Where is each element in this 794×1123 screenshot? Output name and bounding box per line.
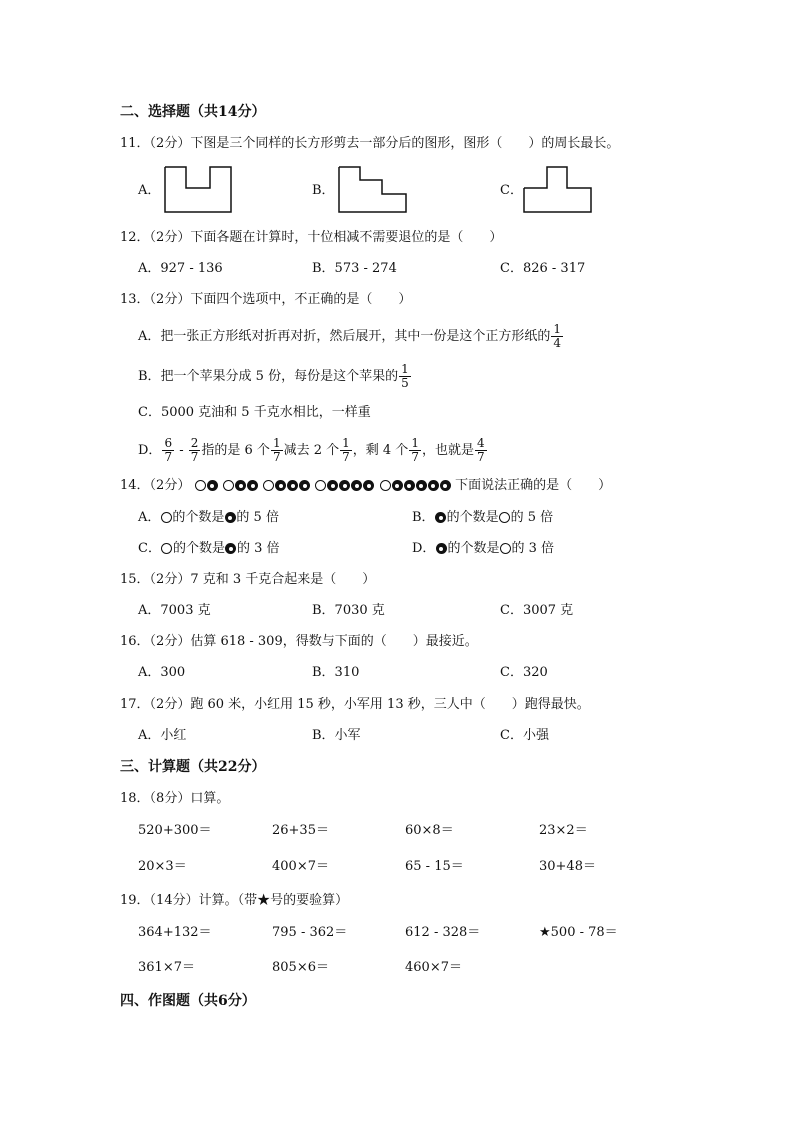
- q13-option-b: [138, 360, 412, 394]
- oral-calc-item: 26+35＝: [272, 823, 329, 838]
- fraction: [475, 437, 487, 464]
- filled-circle-icon: [440, 480, 451, 491]
- question-11-stem: 11．（2分）下图是三个同样的长方形剪去一部分后的图形，图形（ ）的周长最长。: [120, 136, 620, 151]
- hollow-circle-icon: [223, 480, 234, 491]
- minus-sign: -: [175, 443, 188, 458]
- q16-option-b: B．310: [312, 665, 360, 680]
- q17-option-c: C．小强: [500, 728, 549, 743]
- question-17-stem: 17．（2分）跑 60 米，小红用 15 秒，小军用 13 秒，三人中（ ）跑得最快。: [120, 697, 590, 712]
- option-label: D．: [412, 541, 436, 556]
- q13-option-b-text: B．把一个苹果分成 5 份，每份是这个苹果的: [138, 369, 399, 384]
- option-label: C．: [138, 541, 161, 556]
- oral-calc-item: 30+48＝: [539, 859, 596, 874]
- question-12-stem: 12．（2分）下面各题在计算时，十位相减不需要退位的是（ ）: [120, 230, 503, 245]
- oral-calc-item: 65 - 15＝: [405, 859, 464, 874]
- calc-item: 795 - 362＝: [272, 925, 348, 940]
- fraction-denominator: 7: [342, 450, 350, 464]
- filled-circle-icon: [207, 480, 218, 491]
- q15-option-a: A．7003 克: [138, 603, 211, 618]
- oral-calc-item: 60×8＝: [405, 823, 454, 838]
- fraction: [340, 437, 352, 464]
- q16-option-c: C．320: [500, 665, 548, 680]
- option-text: 的个数是: [447, 541, 500, 556]
- hollow-circle-icon: [263, 480, 274, 491]
- question-18-stem: 18．（8分）口算。: [120, 791, 230, 806]
- hollow-circle-icon: [161, 512, 172, 523]
- option-text: 的 5 倍: [236, 510, 279, 525]
- option-text: 的个数是: [172, 541, 225, 556]
- q14-option-b: [412, 510, 553, 526]
- question-15-stem: 15．（2分）7 克和 3 千克合起来是（ ）: [120, 572, 376, 587]
- hollow-circle-icon: [380, 480, 391, 491]
- option-text: 的 3 倍: [236, 541, 280, 556]
- calc-item-verify: ★500 - 78＝: [539, 925, 618, 940]
- filled-circle-icon: [363, 480, 374, 491]
- fraction-denominator: 4: [553, 336, 562, 350]
- q13-d-text: ，剩 4 个: [352, 443, 409, 458]
- q15-option-c: C．3007 克: [500, 603, 574, 618]
- filled-circle-icon: [392, 480, 403, 491]
- oral-calc-item: 23×2＝: [539, 823, 588, 838]
- oral-calc-item: 400×7＝: [272, 859, 329, 874]
- question-16-stem: 16．（2分）估算 618 - 309，得数与下面的（ ）最接近。: [120, 634, 478, 649]
- fraction-denominator: 7: [164, 450, 173, 464]
- q13-option-d-label: D．: [138, 443, 162, 458]
- q12-option-b: B．573 - 274: [312, 261, 397, 276]
- circle-pattern-row: [190, 478, 455, 493]
- hollow-circle-icon: [161, 543, 172, 554]
- fraction-numerator: 1: [342, 436, 350, 450]
- calc-item: 364+132＝: [138, 925, 212, 940]
- q11-shape-a-figure: [164, 166, 234, 216]
- q17-option-a: A．小红: [138, 728, 187, 743]
- option-text: 的个数是: [172, 510, 225, 525]
- section-heading-choice: 二、选择题（共14分）: [120, 104, 266, 120]
- fraction-numerator: 6: [164, 436, 173, 450]
- q11-option-b-label: B．: [312, 183, 335, 198]
- q13-d-text: 减去 2 个: [283, 443, 340, 458]
- q11-shape-c-figure: [523, 166, 595, 216]
- option-label: B．: [412, 510, 435, 525]
- q13-option-d: [138, 434, 488, 468]
- hollow-circle-icon: [500, 543, 511, 554]
- section-heading-drawing: 四、作图题（共6分）: [120, 993, 256, 1009]
- option-label: A．: [138, 510, 161, 525]
- q11-shape-b-figure: [338, 166, 410, 216]
- hollow-circle-icon: [315, 480, 326, 491]
- filled-circle-icon: [327, 480, 338, 491]
- q13-d-text: ，也就是: [421, 443, 474, 458]
- fraction-numerator: 4: [476, 436, 485, 450]
- q14-option-a: [138, 510, 279, 526]
- fraction-one-fifth: [399, 363, 411, 390]
- filled-circle-icon: [275, 480, 286, 491]
- filled-circle-icon: [436, 543, 447, 554]
- q13-option-c: C．5000 克油和 5 千克水相比，一样重: [138, 405, 371, 420]
- section-heading-calc: 三、计算题（共22分）: [120, 759, 266, 775]
- q15-option-b: B．7030 克: [312, 603, 385, 618]
- filled-circle-icon: [225, 543, 236, 554]
- fraction: [162, 437, 174, 464]
- q13-option-a-text: A．把一张正方形纸对折再对折，然后展开，其中一份是这个正方形纸的: [138, 329, 551, 344]
- q13-d-text: 指的是 6 个: [201, 443, 270, 458]
- fraction: [271, 437, 283, 464]
- calc-item: 361×7＝: [138, 960, 195, 975]
- fraction-denominator: 7: [272, 450, 281, 464]
- question-13-stem: 13．（2分）下面四个选项中，不正确的是（ ）: [120, 292, 412, 307]
- filled-circle-icon: [404, 480, 415, 491]
- oral-calc-item: 20×3＝: [138, 859, 187, 874]
- calc-item: 460×7＝: [405, 960, 462, 975]
- filled-circle-icon: [416, 480, 427, 491]
- q14-prefix: 14．（2分）: [120, 478, 191, 493]
- fraction-denominator: 7: [190, 450, 199, 464]
- oral-calc-item: 520+300＝: [138, 823, 212, 838]
- fraction-denominator: 7: [411, 450, 419, 464]
- q14-suffix: 下面说法正确的是（ ）: [455, 478, 612, 493]
- fraction-numerator: 1: [553, 322, 562, 336]
- filled-circle-icon: [225, 512, 236, 523]
- q17-option-b: B．小军: [312, 728, 361, 743]
- fraction-numerator: 1: [272, 436, 281, 450]
- fraction: [409, 437, 421, 464]
- fraction-numerator: 1: [411, 436, 419, 450]
- option-text: 的 3 倍: [511, 541, 554, 556]
- filled-circle-icon: [351, 480, 362, 491]
- fraction-numerator: 1: [401, 362, 409, 376]
- fraction-numerator: 2: [190, 436, 199, 450]
- filled-circle-icon: [299, 480, 310, 491]
- fraction: [189, 437, 201, 464]
- hollow-circle-icon: [499, 512, 510, 523]
- filled-circle-icon: [235, 480, 246, 491]
- fraction-one-quarter: [551, 323, 563, 350]
- q11-option-c-label: C．: [500, 183, 523, 198]
- q11-option-a-label: A．: [138, 183, 161, 198]
- question-14-stem: [120, 478, 611, 494]
- question-19-stem: 19．（14分）计算。（带★号的要验算）: [120, 893, 349, 908]
- q14-option-d: [412, 541, 554, 557]
- calc-item: 612 - 328＝: [405, 925, 481, 940]
- q16-option-a: A．300: [138, 665, 186, 680]
- calc-item: 805×6＝: [272, 960, 329, 975]
- fraction-denominator: 7: [476, 450, 485, 464]
- q13-option-a: [138, 320, 564, 354]
- option-text: 的 5 倍: [510, 510, 554, 525]
- filled-circle-icon: [287, 480, 298, 491]
- q14-option-c: [138, 541, 280, 557]
- filled-circle-icon: [247, 480, 258, 491]
- option-text: 的个数是: [446, 510, 499, 525]
- filled-circle-icon: [339, 480, 350, 491]
- q12-option-c: C．826 - 317: [500, 261, 586, 276]
- fraction-denominator: 5: [401, 376, 409, 390]
- filled-circle-icon: [428, 480, 439, 491]
- filled-circle-icon: [435, 512, 446, 523]
- hollow-circle-icon: [195, 480, 206, 491]
- q12-option-a: A．927 - 136: [138, 261, 223, 276]
